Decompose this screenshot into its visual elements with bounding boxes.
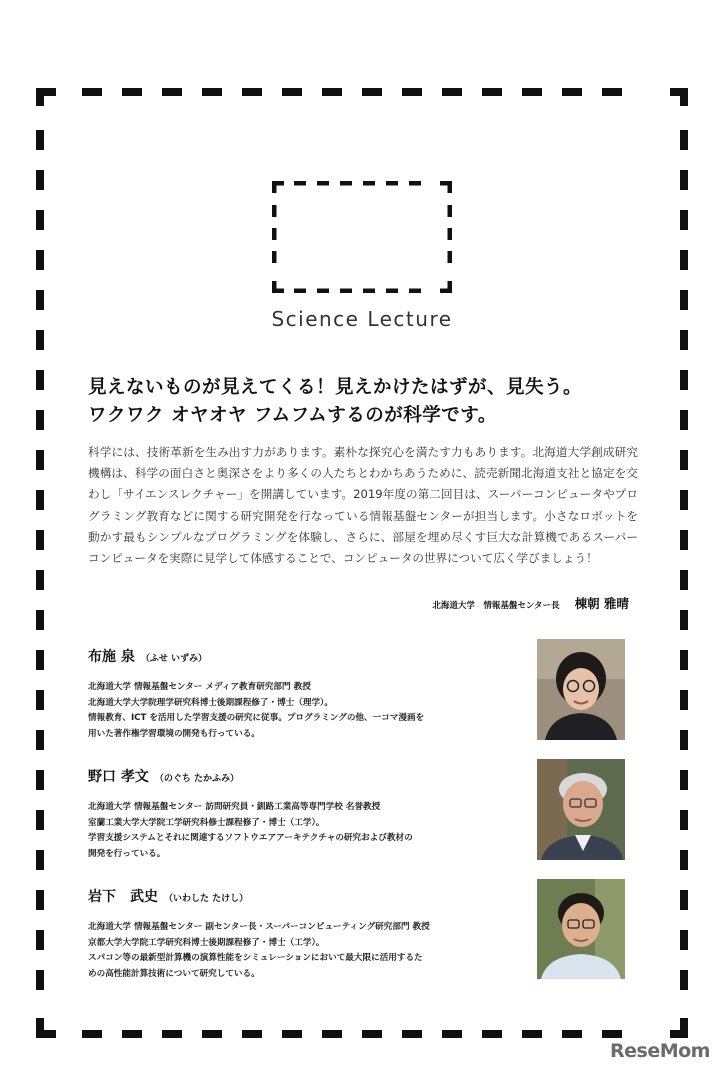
speaker-bio-line: 北海道大学大学院理学研究科博士後期課程修了・博士（理学）。	[88, 697, 333, 708]
headline-line-2: ワクワク オヤオヤ フムフムするのが科学です。	[88, 405, 497, 426]
speaker-bio-line: 北海道大学 情報基盤センター 副センター長・スーパーコンピューティング研究部門 教授	[88, 922, 430, 932]
speaker-photo	[537, 879, 625, 979]
signature	[432, 593, 629, 612]
speaker-reading: （のぐち たかふみ）	[154, 774, 240, 784]
speaker-photo	[537, 759, 625, 860]
speaker-bio-line: 京都大学大学院工学研究科博士後期課程修了・博士（工学）。	[88, 937, 325, 948]
speaker-name: 布施 泉	[88, 649, 135, 665]
intro-paragraph: 科学には、技術革新を生み出す力があります。素朴な探究心を満たす力もあります。北海道大学創成研究機構は、科学の面白さと奥深さをより多くの人たちとわかちあうために、読売新聞北海道支社と協定を交わし「サイエンスレクチャー」を開講しています。2019年度の第二回目は、スーパーコンピュータやプログラミング教育などに関する研究開発を行なっている情報基盤センターが担当します。小さなロボットを動かす最もシンプルなプログラミングを体験し、さらに、部屋を埋め尽くす巨大な計算機であるスーパーコンピュータを実際に見学して体感することで、コンピュータの世界について広く学びましょう！	[88, 445, 638, 566]
speaker-bio-line: 北海道大学 情報基盤センター 訪問研究員・釧路工業高等専門学校 名誉教授	[88, 802, 381, 812]
speaker-bio-line: スパコン等の最新型計算機の演算性能をシミュレーションにおいて最大限に活用するた	[88, 953, 423, 963]
speaker-name: 岩下 武史	[88, 889, 158, 905]
speaker-reading: （ふせ いずみ）	[140, 654, 208, 664]
speaker-bio-line: 情報教育、ICT を活用した学習支援の研究に従事。プログラミングの他、一コマ漫画を	[88, 713, 425, 723]
speaker-reading: （いわした たけし）	[164, 894, 249, 904]
speaker-photo	[537, 639, 625, 740]
headline-line-1: 見えないものが見えてくる！見えかけたはずが、見失う。	[88, 377, 583, 398]
speaker-bio-line: 用いた著作権学習環境の開発も行っている。	[88, 728, 260, 739]
speaker-bio-line: 北海道大学 情報基盤センター メディア教育研究部門 教授	[88, 682, 311, 692]
speaker-bio-line: 学習支援システムとそれに関連するソフトウエアアーキテクチャの研究および教材の	[88, 833, 413, 843]
signature-organization: 北海道大学 情報基盤センター長	[432, 601, 560, 611]
speaker-bio-line: 開発を行っている。	[88, 848, 166, 859]
speaker-bio-line: 室蘭工業大学大学院工学研究科修士課程修了・博士（工学）。	[88, 817, 325, 828]
resemom-watermark-logo: ReseMom	[610, 1040, 710, 1062]
science-lecture-logo-text: Science Lecture	[271, 307, 453, 331]
science-lecture-logo-frame	[272, 181, 452, 293]
speaker-name: 野口 孝文	[88, 769, 149, 785]
signature-name: 棟朝 雅晴	[574, 596, 629, 611]
speaker-bio-line: めの高性能計算技術について研究している。	[88, 968, 260, 979]
